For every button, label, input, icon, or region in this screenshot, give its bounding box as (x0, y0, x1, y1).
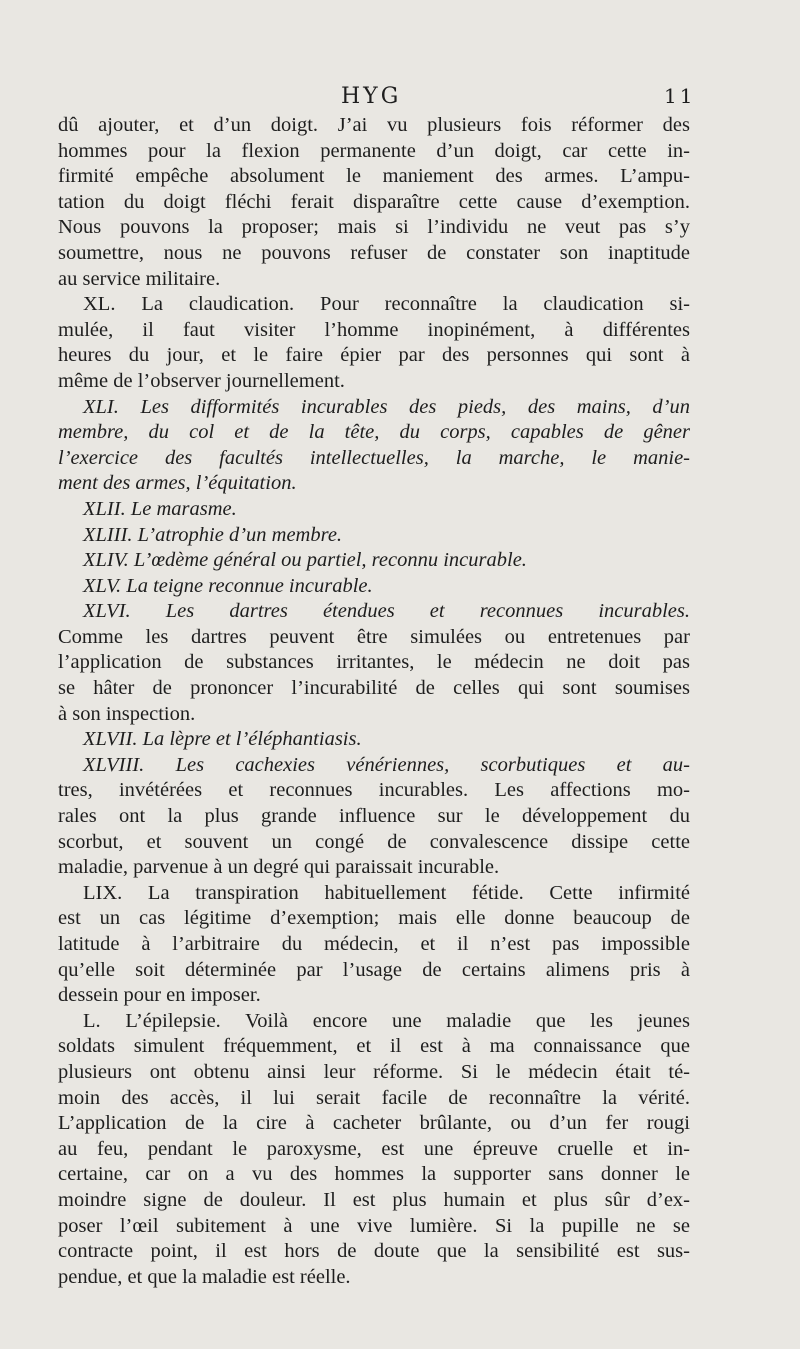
text-line: moin des accès, il lui serait facile de reconnaître la vérité. (58, 1086, 690, 1109)
text-line: XLIII. L’atrophie d’un membre. (83, 523, 343, 546)
text-line: plusieurs ont obtenu ainsi leur réforme. Si le médecin était té- (58, 1060, 690, 1083)
text-line: au service militaire. (58, 267, 221, 290)
text-line: est un cas légitime d’exemption; mais elle donne beaucoup de (58, 907, 690, 930)
text-line: rales ont la plus grande influence sur le développement du (58, 805, 690, 828)
text-line: Comme les dartres peuvent être simulées ou entretenues par (58, 625, 690, 648)
text-line: l’application de substances irritantes, le médecin ne doit pas (58, 651, 690, 674)
text-line: latitude à l’arbitraire du médecin, et il n’est pas impossible (58, 933, 690, 955)
text-line: XLVII. La lèpre et l’éléphantiasis. (83, 728, 362, 751)
text-line: contracte point, il est hors de doute que la sensibilité est sus- (58, 1240, 690, 1263)
text-line: tres, invétérées et reconnues incurables. Les affections mo- (58, 779, 690, 802)
text-line: firmité empêche absolument le maniement des armes. L’ampu- (58, 165, 690, 188)
page-body-text (58, 113, 690, 1290)
text-line: poser l’œil subitement à une vive lumière. Si la pupille ne se (58, 1214, 690, 1237)
text-line: tation du doigt fléchi ferait disparaître cette cause d’exemption. (58, 190, 690, 213)
text-line: heures du jour, et le faire épier par des personnes qui sont à (58, 344, 690, 367)
text-line: au feu, pendant le paroxysme, est une épreuve cruelle et in- (58, 1137, 690, 1160)
text-line: à son inspection. (58, 702, 196, 725)
text-line: XL. La claudication. Pour reconnaître la claudication si- (83, 293, 690, 316)
text-line: Nous pouvons la proposer; mais si l’individu ne veut pas s’y (58, 216, 690, 239)
text-line: XLV. La teigne reconnue incurable. (83, 574, 373, 597)
text-line: XLVIII. Les cachexies vénériennes, scorbutiques et au- (83, 753, 690, 776)
text-line: dû ajouter, et d’un doigt. J’ai vu plusieurs fois réformer des (58, 114, 690, 136)
text-line: certaine, car on a vu des hommes la supporter sans donner le (58, 1163, 690, 1186)
text-line: moindre signe de douleur. Il est plus humain et plus sûr d’ex- (58, 1188, 690, 1211)
text-line: mulée, il faut visiter l’homme inopinément, à différentes (58, 318, 690, 341)
text-line: l’exercice des facultés intellectuelles, la marche, le manie- (58, 446, 690, 469)
page-header (0, 84, 800, 114)
text-line: même de l’observer journellement. (58, 369, 345, 392)
running-title: HYG (341, 84, 402, 109)
text-line: soumettre, nous ne pouvons refuser de constater son inaptitude (58, 241, 690, 264)
text-line: pendue, et que la maladie est réelle. (58, 1265, 351, 1288)
text-line: membre, du col et de la tête, du corps, capables de gêner (58, 421, 690, 444)
text-line: qu’elle soit déterminée par l’usage de certains alimens pris à (58, 958, 690, 981)
text-line: scorbut, et souvent un congé de convalescence dissipe cette (58, 830, 690, 853)
text-line: hommes pour la flexion permanente d’un doigt, car cette in- (58, 139, 690, 162)
text-line: XLI. Les difformités incurables des pieds, des mains, d’un (83, 395, 690, 418)
text-line: LIX. La transpiration habituellement fétide. Cette infirmité (83, 881, 690, 904)
text-line: L’application de la cire à cacheter brûlante, ou d’un fer rougi (58, 1112, 690, 1135)
text-line: maladie, parvenue à un degré qui paraissait incurable. (58, 856, 500, 879)
text-line: soldats simulent fréquemment, et il est à ma connaissance que (58, 1035, 690, 1058)
text-line: XLII. Le marasme. (83, 497, 237, 520)
text-line: se hâter de prononcer l’incurabilité de celles qui sont soumises (58, 677, 690, 700)
text-line: ment des armes, l’équitation. (58, 472, 297, 495)
text-line: XLIV. L’œdème général ou partiel, reconnu incurable. (83, 549, 527, 572)
text-line: XLVI. Les dartres étendues et reconnues incurables. (83, 600, 690, 623)
text-line: L. L’épilepsie. Voilà encore une maladie que les jeunes (83, 1009, 690, 1032)
text-line: dessein pour en imposer. (58, 984, 261, 1007)
page-number: 11 (664, 84, 696, 108)
